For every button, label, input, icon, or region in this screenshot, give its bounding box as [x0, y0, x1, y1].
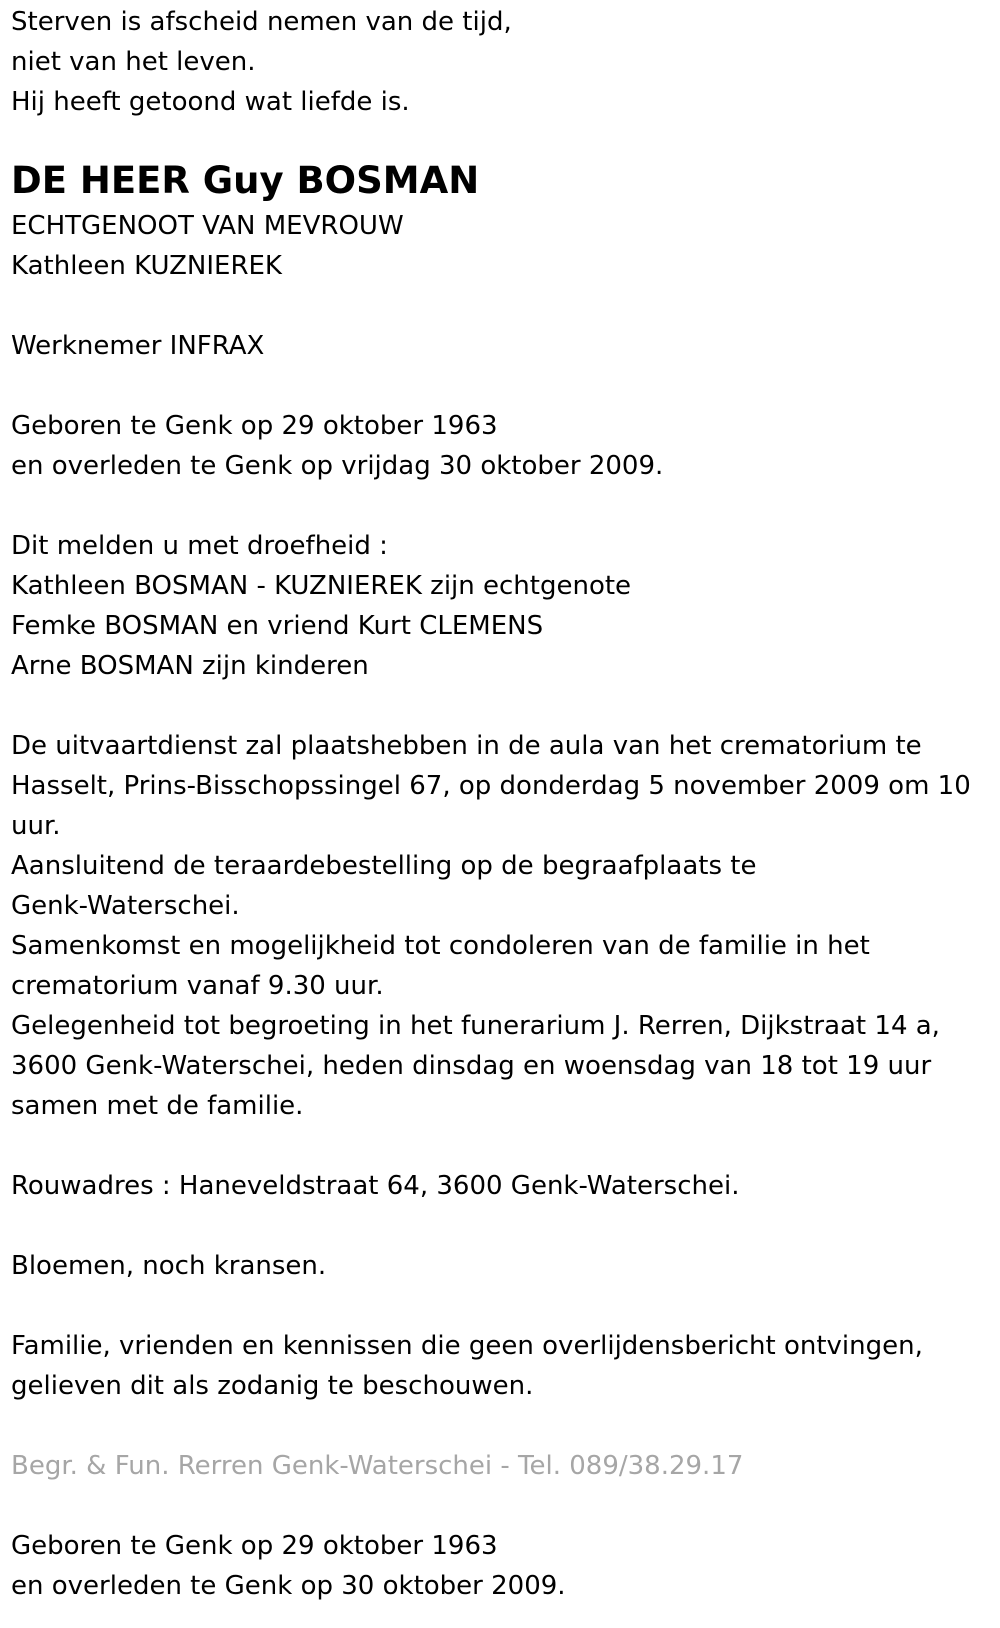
- family-member: Kathleen BOSMAN - KUZNIEREK zijn echtgenote: [11, 571, 632, 601]
- spacer: [11, 286, 989, 326]
- footer-death-line: en overleden te Genk op 30 oktober 2009.: [11, 1571, 566, 1601]
- ceremony-line: samen met de familie.: [11, 1091, 304, 1121]
- epigraph: [11, 2, 989, 122]
- notice-line: gelieven dit als zodanig te beschouwen.: [11, 1371, 534, 1401]
- ceremony-line: Hasselt, Prins-Bisschopssingel 67, op donderdag 5 november 2009 om 10: [11, 771, 971, 801]
- flowers-note: Bloemen, noch kransen.: [11, 1251, 327, 1281]
- spouse-name: Kathleen KUZNIEREK: [11, 251, 282, 281]
- spacer: [11, 1406, 989, 1446]
- family-member: Femke BOSMAN en vriend Kurt CLEMENS: [11, 611, 544, 641]
- funeral-home: Begr. & Fun. Rerren Genk-Waterschei - Tel. 089/38.29.17: [11, 1451, 744, 1481]
- family-member: Arne BOSMAN zijn kinderen: [11, 651, 369, 681]
- occupation: Werknemer INFRAX: [11, 331, 265, 361]
- ceremony-line: Aansluitend de teraardebestelling op de begraafplaats te: [11, 851, 757, 881]
- family-intro: Dit melden u met droefheid :: [11, 531, 388, 561]
- deceased-name: DE HEER Guy BOSMAN: [11, 159, 480, 202]
- ceremony-line: uur.: [11, 811, 61, 841]
- spacer: [11, 1126, 989, 1166]
- spacer: [11, 1486, 989, 1526]
- spacer: [11, 366, 989, 406]
- spacer: [11, 686, 989, 726]
- ceremony-line: De uitvaartdienst zal plaatshebben in de aula van het crematorium te: [11, 731, 922, 761]
- notice-line: Familie, vrienden en kennissen die geen overlijdensbericht ontvingen,: [11, 1331, 923, 1361]
- epigraph-line: Sterven is afscheid nemen van de tijd,: [11, 7, 512, 37]
- ceremony-line: Gelegenheid tot begroeting in het funerarium J. Rerren, Dijkstraat 14 a,: [11, 1011, 940, 1041]
- spouse-line: ECHTGENOOT VAN MEVROUW: [11, 211, 404, 241]
- ceremony-line: crematorium vanaf 9.30 uur.: [11, 971, 384, 1001]
- ceremony-details: [11, 726, 989, 1126]
- epigraph-line: Hij heeft getoond wat liefde is.: [11, 87, 410, 117]
- birth-line: Geboren te Genk op 29 oktober 1963: [11, 411, 498, 441]
- footer-birth-line: Geboren te Genk op 29 oktober 1963: [11, 1531, 498, 1561]
- mourning-address: Rouwadres : Haneveldstraat 64, 3600 Genk-Waterschei.: [11, 1171, 740, 1201]
- epigraph-line: niet van het leven.: [11, 47, 256, 77]
- death-line: en overleden te Genk op vrijdag 30 oktober 2009.: [11, 451, 664, 481]
- spacer: [11, 486, 989, 526]
- spacer: [11, 1286, 989, 1326]
- spacer: [11, 1206, 989, 1246]
- ceremony-line: Samenkomst en mogelijkheid tot condoleren van de familie in het: [11, 931, 870, 961]
- ceremony-line: Genk-Waterschei.: [11, 891, 240, 921]
- ceremony-line: 3600 Genk-Waterschei, heden dinsdag en woensdag van 18 tot 19 uur: [11, 1051, 932, 1081]
